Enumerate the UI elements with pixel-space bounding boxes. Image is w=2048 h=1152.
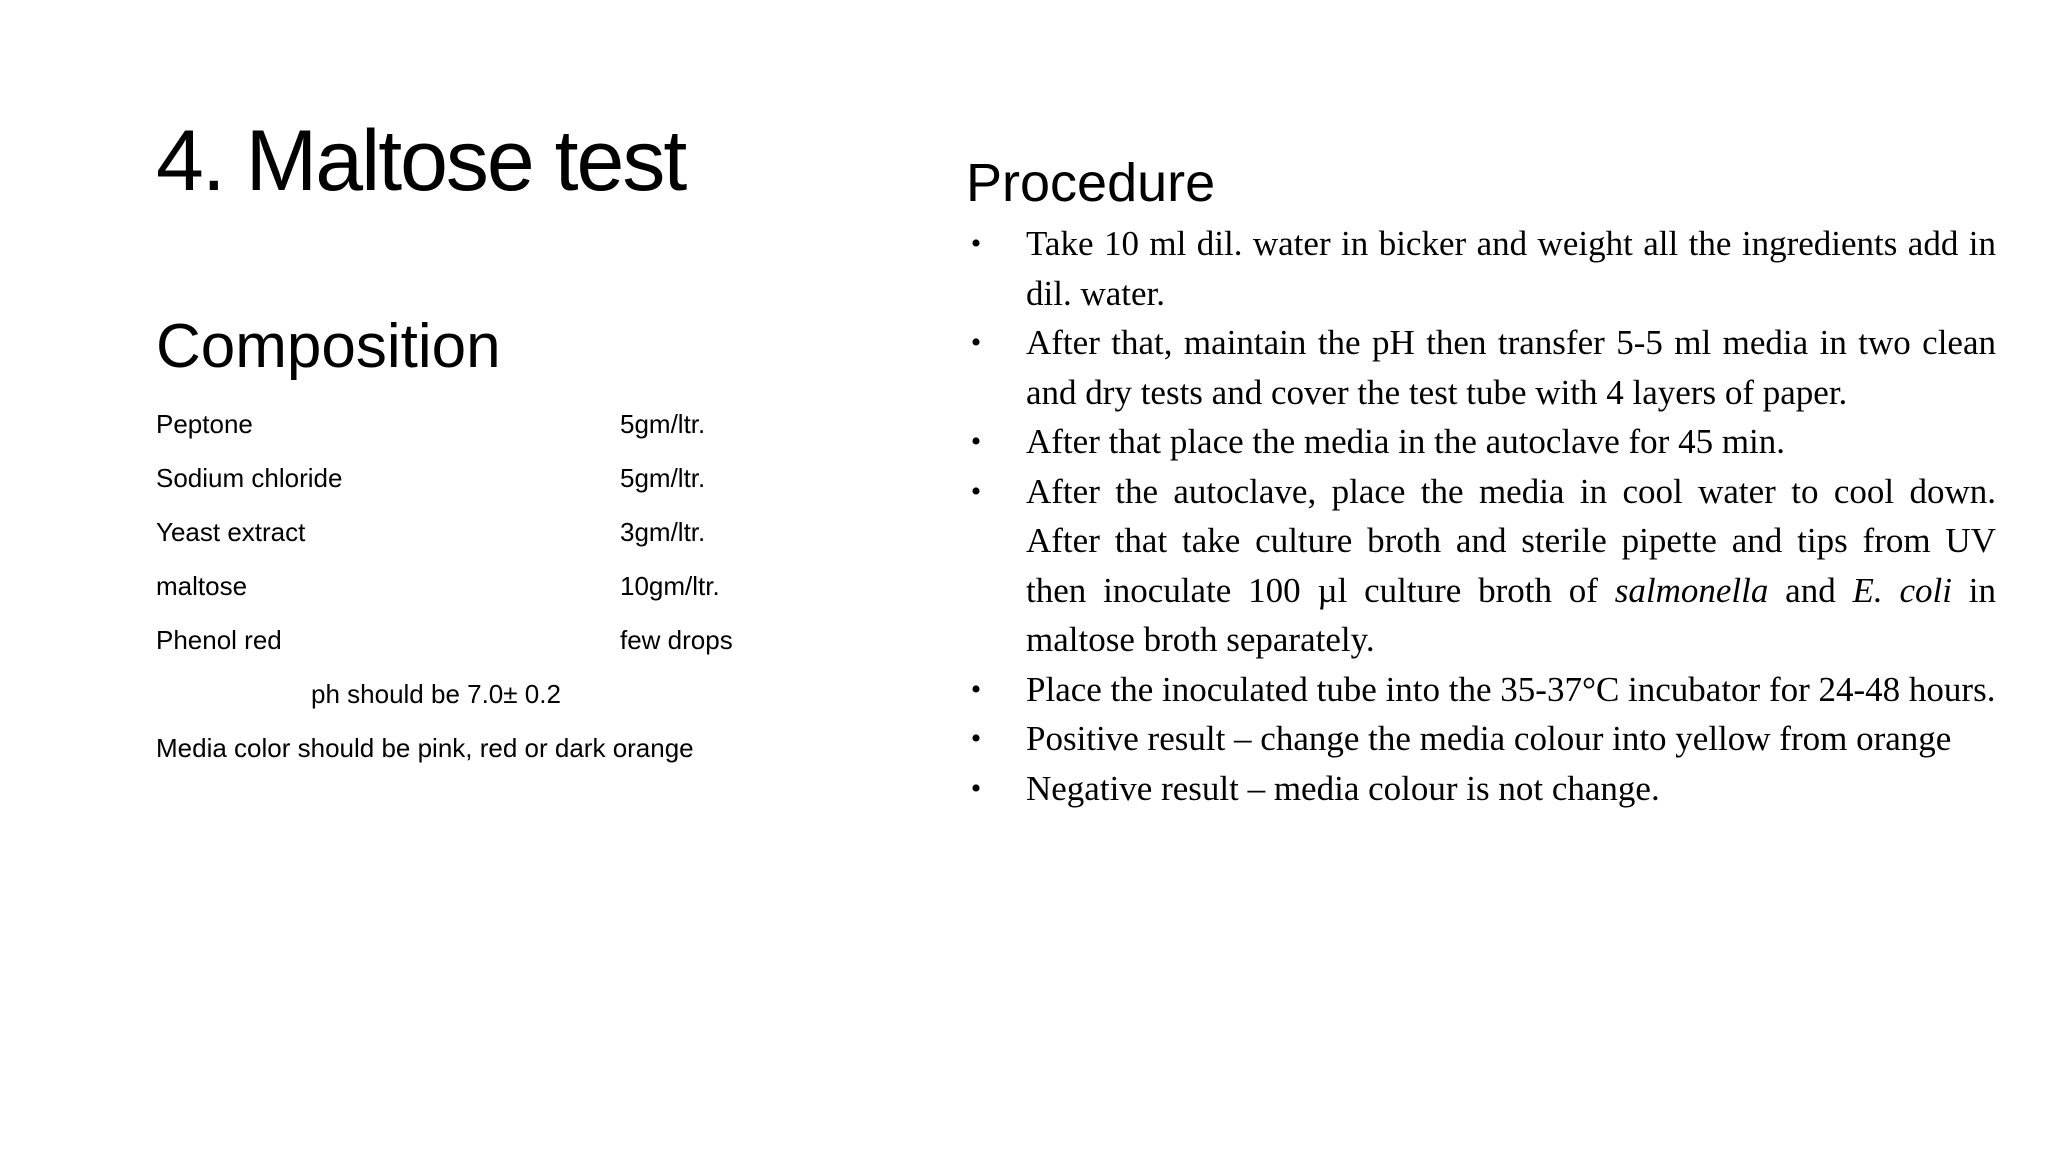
bullet-icon: • [970, 227, 982, 260]
procedure-step-text: Take 10 ml dil. water in bicker and weight all the ingredients add in dil. water. [1026, 224, 1996, 313]
ingredient-name: Sodium chloride [156, 463, 343, 493]
procedure-step [966, 467, 1996, 665]
procedure-step [966, 665, 1996, 715]
procedure-step [966, 219, 1996, 318]
composition-table [156, 409, 776, 679]
ingredient-name: Phenol red [156, 625, 282, 655]
organism-name: E. coli [1852, 570, 1952, 610]
procedure-step [966, 318, 1996, 417]
ingredient-quantity: 5gm/ltr. [620, 463, 706, 493]
procedure-step-text: After that place the media in the autoclave for 45 min. [1026, 422, 1786, 461]
bullet-icon: • [970, 326, 982, 359]
media-color-note: Media color should be pink, red or dark orange [156, 733, 694, 763]
bullet-icon: • [970, 771, 982, 805]
bullet-icon: • [970, 722, 982, 755]
composition-row [156, 463, 776, 517]
composition-row [156, 517, 776, 571]
bullet-icon: • [970, 672, 982, 706]
ingredient-quantity: 3gm/ltr. [620, 517, 706, 547]
procedure-step-text: After that, maintain the pH then transfer 5-5 ml media in two clean and dry tests and cover the test tube with 4 layers of paper. [1026, 323, 1996, 412]
ingredient-name: Peptone [156, 409, 253, 439]
bullet-icon: • [970, 425, 982, 458]
ingredient-quantity: 10gm/ltr. [620, 571, 720, 601]
composition-heading: Composition [156, 312, 501, 381]
procedure-step-text: Place the inoculated tube into the 35-37°C incubator for 24-48 hours. [1026, 669, 1996, 709]
composition-row [156, 571, 776, 625]
ingredient-quantity: few drops [620, 625, 733, 655]
procedure-step [966, 417, 1996, 467]
procedure-step-text: Positive result – change the media colour into yellow from orange [1026, 719, 1952, 758]
procedure-step-text: After the autoclave, place the media in cool water to cool down. After that take culture broth and sterile pipette and tips from UV then inoculate 100 µl culture broth of salmonella and E. coli in maltose broth separately. [1026, 471, 1996, 659]
ph-note: ph should be 7.0± 0.2 [311, 679, 561, 709]
procedure-step [966, 764, 1996, 814]
organism-name: salmonella [1614, 570, 1769, 610]
ingredient-name: Yeast extract [156, 517, 306, 547]
procedure-step [966, 714, 1996, 764]
procedure-list [966, 219, 1996, 813]
composition-row [156, 625, 776, 679]
composition-row [156, 409, 776, 463]
ingredient-name: maltose [156, 571, 248, 601]
bullet-icon: • [970, 474, 982, 508]
slide-title: 4. Maltose test [156, 113, 686, 209]
ingredient-quantity: 5gm/ltr. [620, 409, 706, 439]
procedure-heading: Procedure [966, 153, 1216, 213]
procedure-step-text: Negative result – media colour is not change. [1026, 768, 1660, 808]
